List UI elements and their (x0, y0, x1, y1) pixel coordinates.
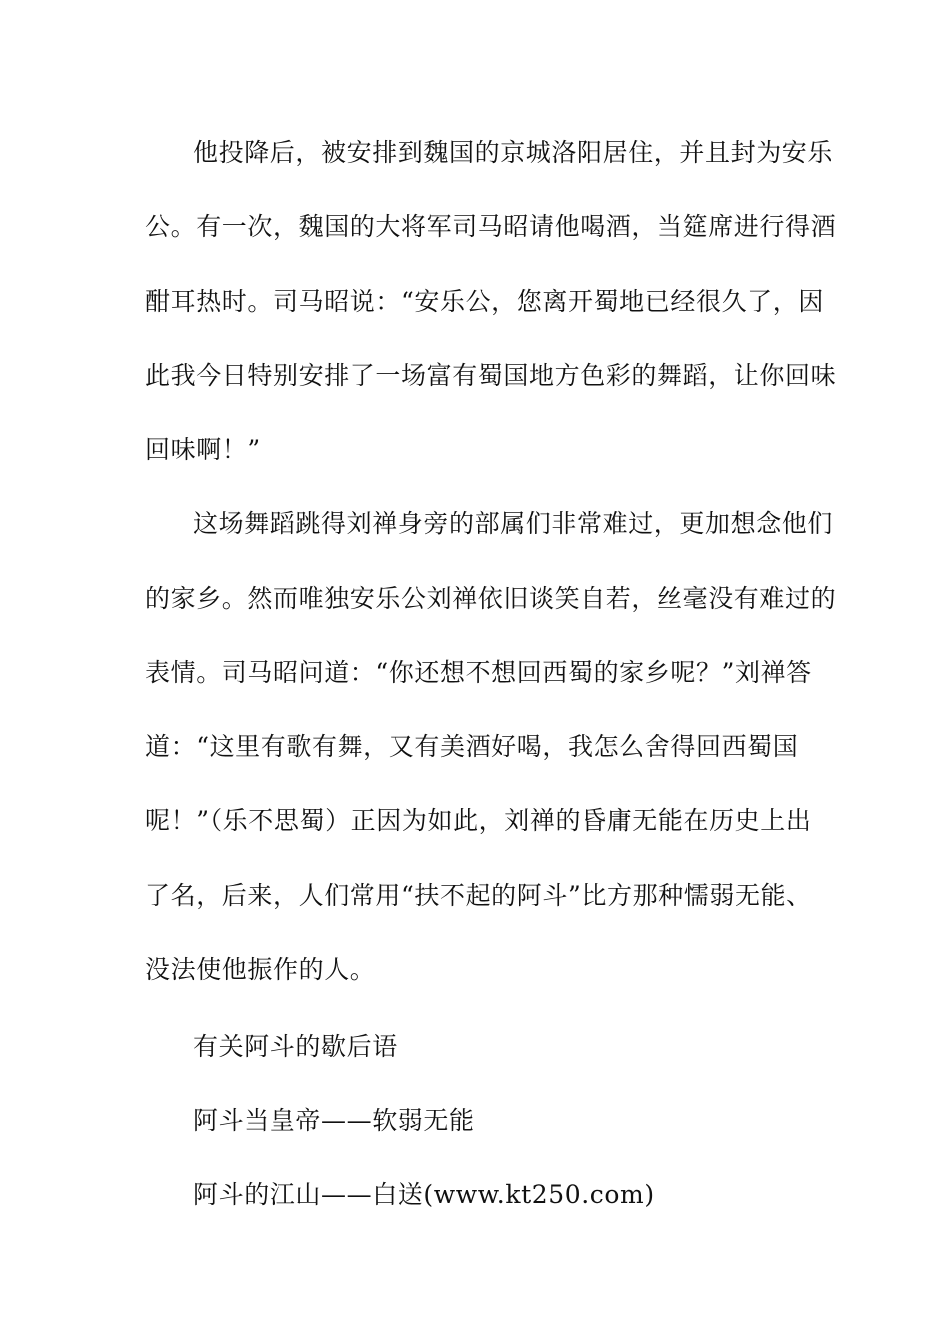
paragraph-2-line-2: 的家乡。然而唯独安乐公刘禅依旧谈笑自若，丝毫没有难过的 (145, 584, 837, 613)
paragraph-2-line-1: 这场舞蹈跳得刘禅身旁的部属们非常难过，更加想念他们 (193, 509, 834, 538)
paragraph-1-line-2: 公。有一次，魏国的大将军司马昭请他喝酒，当筵席进行得酒 (145, 212, 837, 241)
saying-2: 阿斗的江山——白送(www.kt250.com) (193, 1180, 655, 1209)
paragraph-1-line-5: 回味啊！” (145, 435, 261, 464)
paragraph-2-line-5: 呢！”（乐不思蜀）正因为如此，刘禅的昏庸无能在历史上出 (145, 806, 812, 835)
paragraph-1-line-3: 酣耳热时。司马昭说：“安乐公，您离开蜀地已经很久了，因 (145, 287, 824, 316)
paragraph-2-line-7: 没法使他振作的人。 (145, 955, 376, 984)
paragraph-2-line-6: 了名，后来，人们常用“扶不起的阿斗”比方那种懦弱无能、 (145, 881, 812, 910)
paragraph-1-line-4: 此我今日特别安排了一场富有蜀国地方色彩的舞蹈，让你回味 (145, 361, 837, 390)
paragraph-1-line-1: 他投降后，被安排到魏国的京城洛阳居住，并且封为安乐 (193, 138, 834, 167)
paragraph-2-line-4: 道：“这里有歌有舞，又有美酒好喝，我怎么舍得回西蜀国 (145, 732, 799, 761)
section-heading: 有关阿斗的歇后语 (193, 1032, 398, 1061)
paragraph-2-line-3: 表情。司马昭问道：“你还想不想回西蜀的家乡呢？”刘禅答 (145, 658, 812, 687)
saying-1: 阿斗当皇帝——软弱无能 (193, 1106, 475, 1135)
